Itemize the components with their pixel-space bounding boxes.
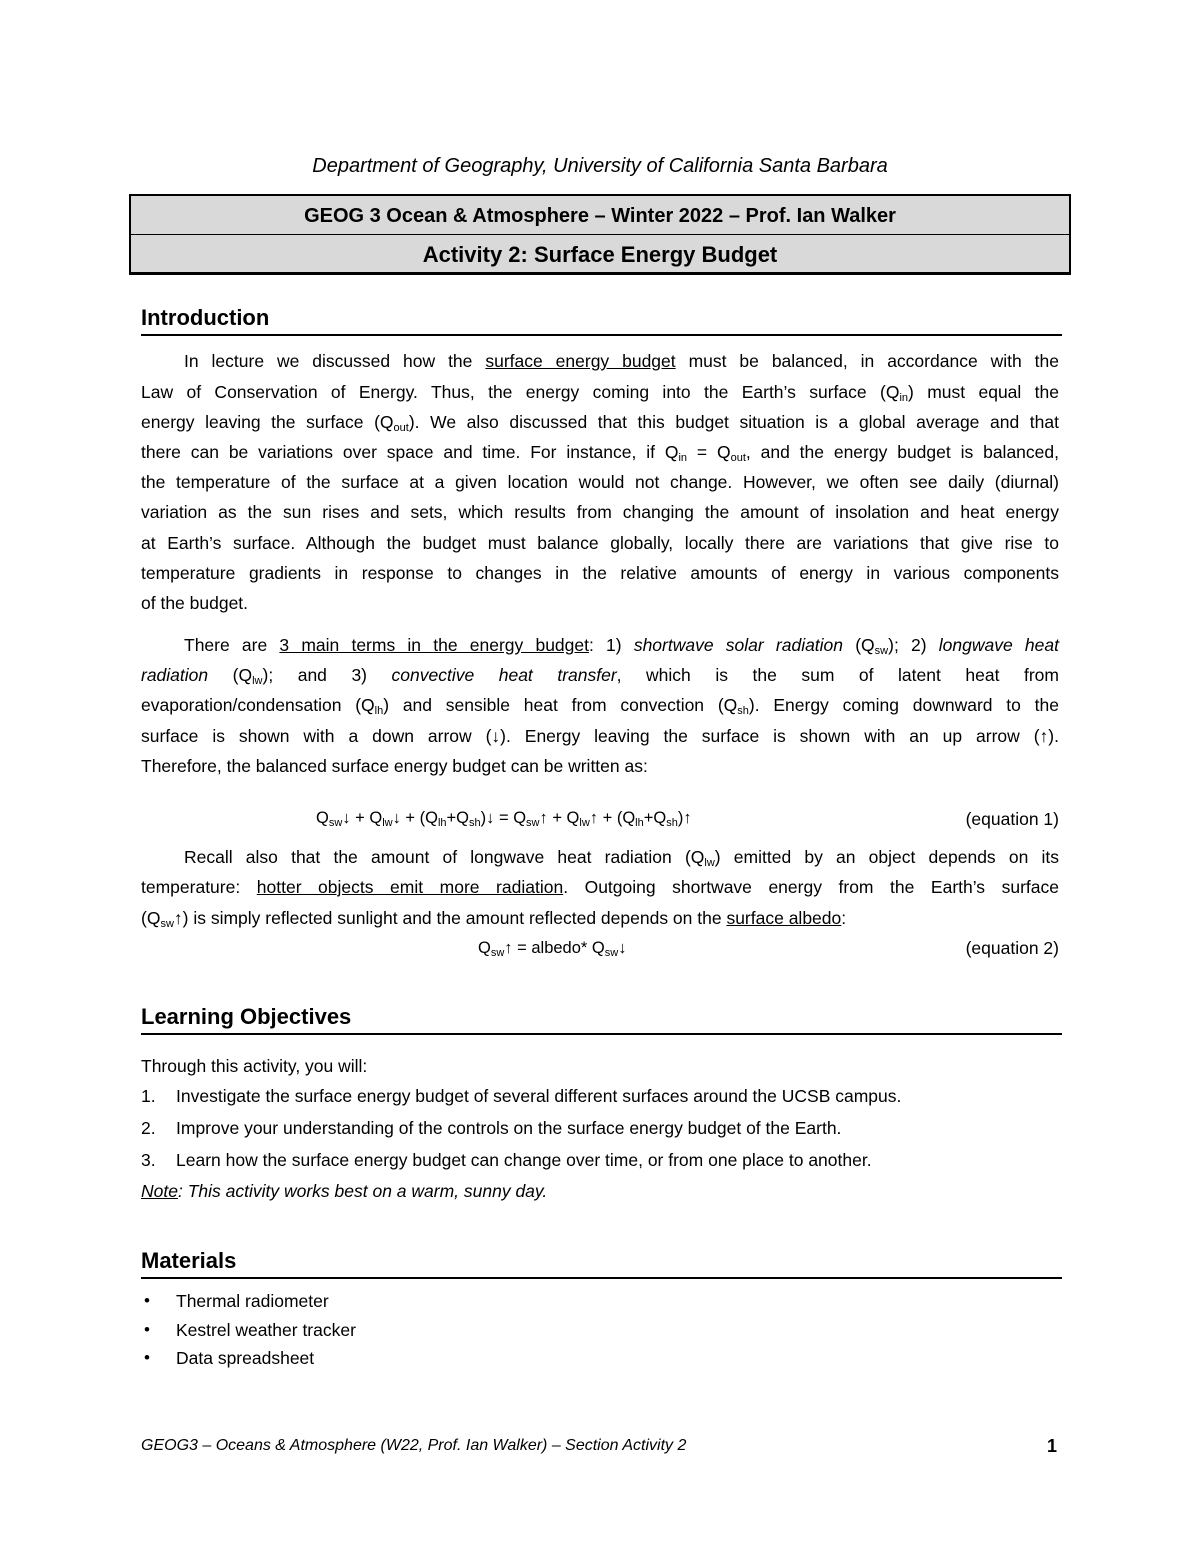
intro-p3-line2: temperature: hotter objects emit more radiation. Outgoing shortwave energy from the Earth’s surface [141,877,1059,897]
learning-objectives-heading: Learning Objectives [141,1004,1062,1035]
page-footer: GEOG3 – Oceans & Atmosphere (W22, Prof. Ian Walker) – Section Activity 2 [141,1437,687,1454]
intro-p3-line1: Recall also that the amount of longwave heat radiation $(Q_{lw})$ emitted by an object depends on its [184,847,1059,869]
intro-p3-line3: $(Q_{sw}↑)$ is simply reflected sunlight and the amount reflected depends on the surface albedo: [141,908,847,930]
equation-1: $Q_{sw}↓$ + $Q_{lw}↓$ + $(Q_{lh}+Q_{sh})↓$ = $Q_{sw}↑$ + $Q_{lw}↑$ + $(Q_{lh}+Q_{sh})↑$ [316,809,692,829]
intro-p1-line1: In lecture we discussed how the surface energy budget must be balanced, in accordance with the [184,351,1059,371]
department-line: Department of Geography, University of California Santa Barbara [312,155,888,177]
bullet-icon: • [144,1291,150,1310]
intro-p2-line2: radiation $(Q_{lw})$; and 3) convective heat transfer, which is the sum of latent heat from [141,665,1059,687]
intro-p1-line9: of the budget. [141,593,249,613]
intro-p1-line6: variation as the sun rises and sets, which results from changing the amount of insolation and heat energy [141,502,1059,522]
intro-p1-line5: the temperature of the surface at a given location would not change. However, we often see daily (diurnal) [141,472,1059,492]
material-item: Data spreadsheet [176,1348,315,1368]
title-box [129,194,1071,275]
equation-2: $Q_{sw}↑$ = albedo* $Q_{sw}↓$ [478,939,627,959]
objective-3-text: Learn how the surface energy budget can change over time, or from one place to another. [176,1150,872,1170]
title-divider [131,234,1069,235]
objective-2-number: 2. [141,1118,156,1138]
course-title: GEOG 3 Ocean & Atmosphere – Winter 2022 – Prof. Ian Walker [304,205,896,227]
objective-1-number: 1. [141,1086,156,1106]
intro-p2-line4: surface is shown with a down arrow (↓). Energy leaving the surface is shown with an up arrow (↑). [141,726,1059,746]
activity-title: Activity 2: Surface Energy Budget [422,242,778,267]
objective-1-text: Investigate the surface energy budget of several different surfaces around the UCSB campus. [176,1086,902,1106]
intro-p1-line7: at Earth’s surface. Although the budget must balance globally, locally there are variations that give rise to [141,533,1059,553]
bullet-icon: • [144,1320,150,1339]
bullet-icon: • [144,1348,150,1367]
intro-p2-line5: Therefore, the balanced surface energy budget can be written as: [141,756,648,776]
equation-1-label: (equation 1) [965,809,1059,829]
objectives-note: Note: This activity works best on a warm, sunny day. [141,1181,548,1201]
materials-heading: Materials [141,1248,1062,1279]
objectives-lead: Through this activity, you will: [141,1056,368,1076]
equation-2-label: (equation 2) [965,938,1059,958]
page-number: 1 [1046,1436,1057,1456]
intro-p1-line8: temperature gradients in response to changes in the relative amounts of energy in various components [141,563,1059,583]
intro-p2-line3: evaporation/condensation $(Q_{lh})$ and sensible heat from convection $(Q_{sh})$. Energy coming downward to the [141,695,1059,717]
introduction-heading: Introduction [141,305,1062,336]
note-label: Note [141,1181,178,1201]
material-item: Kestrel weather tracker [176,1320,356,1340]
intro-p2-line1: There are 3 main terms in the energy budget: 1) shortwave solar radiation $(Q_{sw})$; 2) longwave heat [184,635,1059,657]
objective-3-number: 3. [141,1150,156,1170]
intro-p1-line2: Law of Conservation of Energy. Thus, the energy coming into the Earth’s surface $(Q_{in})$ must equal the [141,382,1060,404]
intro-p1-line3: energy leaving the surface $(Q_{out})$. We also discussed that this budget situation is a global average and that [141,412,1059,434]
objective-2-text: Improve your understanding of the controls on the surface energy budget of the Earth. [176,1118,842,1138]
material-item: Thermal radiometer [176,1291,329,1311]
intro-p1-line4: there can be variations over space and time. For instance, if $Q_{in} = Q_{out}$, and the energy budget is balanced, [141,442,1059,464]
